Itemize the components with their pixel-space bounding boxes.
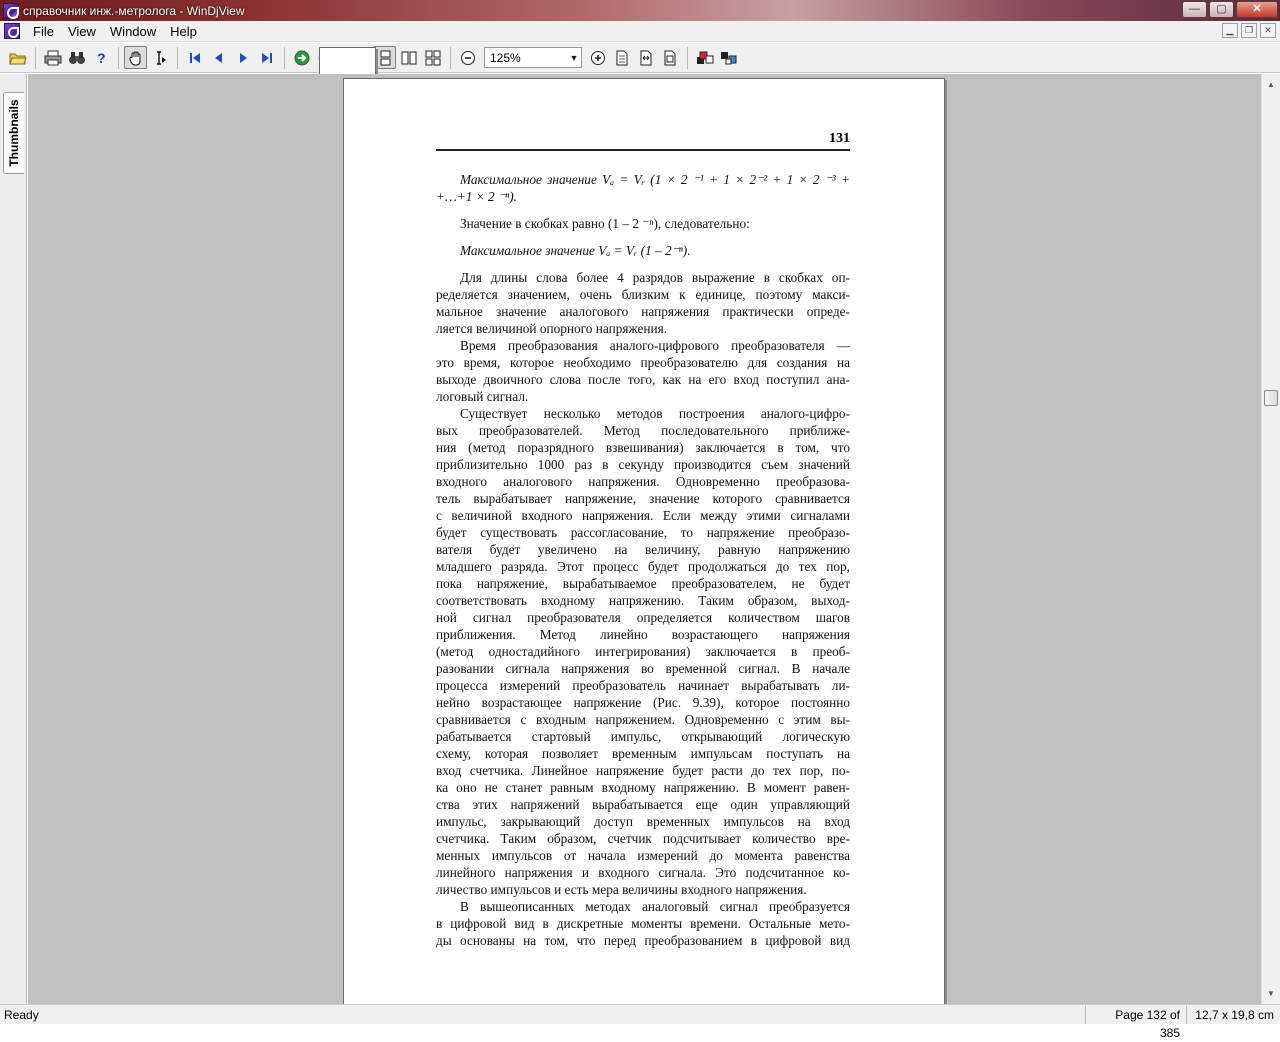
text-line: это время, которое необходимо преобразователю для создания на bbox=[436, 355, 850, 370]
fit-width-icon[interactable] bbox=[634, 46, 657, 69]
continuous-layout-icon[interactable] bbox=[373, 46, 396, 69]
scroll-up-arrow-icon[interactable]: ▲ bbox=[1267, 80, 1275, 89]
text-line: ляется величиной опорного напряжения. bbox=[436, 321, 668, 336]
text-line: тель вырабатывает напряжение, значение которого сравнивается bbox=[436, 491, 850, 506]
doc-minimize-button[interactable]: ▁ bbox=[1222, 23, 1238, 38]
previous-page-icon[interactable] bbox=[207, 46, 230, 69]
text-line: сравнивается с входным напряжением. Одновременно с этим вы- bbox=[436, 712, 850, 727]
text-line: с величиной входного напряжения. Если между этими сигналами bbox=[436, 508, 850, 523]
paragraph-gap bbox=[436, 259, 850, 269]
text-line: ства этих напряжений вырабатывается еще один управляющий bbox=[436, 797, 850, 812]
menu-bar bbox=[0, 21, 1280, 42]
text-line: приблизительно 1000 раз в секунду производится съем значений bbox=[436, 457, 850, 472]
text-line: разовании сигнала напряжения во временной сигнал. В начале bbox=[436, 661, 850, 676]
text-line: схему, которая позволяет временным импульсам поступать на bbox=[436, 746, 850, 761]
facing-pages-layout-icon[interactable] bbox=[397, 46, 420, 69]
status-ready: Ready bbox=[4, 1007, 39, 1022]
text-line: Значение в скобках равно (1 – 2 ⁻ⁿ), следовательно: bbox=[460, 216, 750, 231]
text-line: +…+1 × 2 ⁻ⁿ). bbox=[436, 189, 517, 204]
header-rule bbox=[436, 149, 850, 151]
text-line: (метод одностадийного интегрирования) заключается в преоб- bbox=[436, 644, 850, 659]
document-page bbox=[343, 78, 945, 1018]
status-bar bbox=[0, 1004, 1280, 1040]
text-line: процесса измерений преобразователь начинает вырабатывать ли- bbox=[436, 678, 850, 693]
text-line: линейного напряжения и входного сигнала. Это подсчитанное ко- bbox=[436, 865, 850, 880]
chevron-down-icon[interactable]: ▼ bbox=[569, 52, 579, 63]
display-mode-layers-icon[interactable] bbox=[717, 46, 740, 69]
text-line: вых преобразователей. Метод последовательного приближе- bbox=[436, 423, 850, 438]
document-view[interactable] bbox=[28, 74, 1261, 1004]
text-line: приближения. Метод линейно возрастающего напряжения bbox=[436, 627, 850, 642]
sidebar-strip bbox=[0, 74, 27, 1004]
text-line: личество импульсов и есть мера величины входного напряжения. bbox=[436, 882, 807, 897]
text-line: пока напряжение, вырабатываемое преобразователем, не будет bbox=[436, 576, 850, 591]
text-line: рабатывается стартовый импульс, открывающий логическую bbox=[436, 729, 850, 744]
text-line: ка оно не станет равным входному напряжению. В момент равен- bbox=[436, 780, 850, 795]
go-forward-icon[interactable] bbox=[290, 46, 313, 69]
thumbnails-tab[interactable] bbox=[3, 92, 24, 174]
text-line: Для длины слова более 4 разрядов выражение в скобках оп- bbox=[460, 270, 850, 285]
doc-close-button[interactable]: ✕ bbox=[1260, 23, 1276, 38]
window-title: справочник инж.-метролога - WinDjView bbox=[23, 3, 245, 18]
text-line: ды основаны на том, что перед преобразованием в цифровой вид bbox=[436, 933, 850, 948]
zoom-in-icon[interactable] bbox=[586, 46, 609, 69]
text-line: входного аналогового напряжения. Одновременно преобразова- bbox=[436, 474, 850, 489]
text-line: соответствовать входному напряжению. Таким образом, выход- bbox=[436, 593, 850, 608]
thumbnails-tab-label: Thumbnails bbox=[7, 99, 21, 167]
status-page-info: Page 132 of 385 bbox=[1085, 1006, 1186, 1024]
page-text bbox=[436, 171, 850, 949]
text-line: вателя будет увеличено на величину, равную напряжению bbox=[436, 542, 850, 557]
maximize-button[interactable]: ▢ bbox=[1209, 1, 1234, 18]
text-line: Существует несколько методов построения аналого-цифро- bbox=[460, 406, 850, 421]
text-line: импульс, закрывающий доступ временных импульсов на вход bbox=[436, 814, 850, 829]
text-line: младшего разряда. Этот процесс будет продолжаться до тех пор, bbox=[436, 559, 850, 574]
next-page-icon[interactable] bbox=[231, 46, 254, 69]
text-line: ния (метод поразрядного взвешивания) заключается в том, что bbox=[436, 440, 850, 455]
text-line: логовый сигнал. bbox=[436, 389, 529, 404]
menu-file[interactable]: File bbox=[33, 23, 54, 39]
fit-page-icon[interactable] bbox=[610, 46, 633, 69]
print-icon[interactable] bbox=[41, 46, 64, 69]
menu-view[interactable]: View bbox=[67, 23, 96, 39]
doc-restore-button[interactable]: ❐ bbox=[1241, 23, 1257, 38]
vertical-scrollbar[interactable] bbox=[1261, 74, 1280, 1004]
svg-text:?: ? bbox=[96, 49, 106, 66]
paragraph-gap bbox=[436, 232, 850, 242]
document-system-menu-icon[interactable] bbox=[4, 23, 20, 39]
windjview-app-icon[interactable] bbox=[3, 3, 19, 19]
first-page-icon[interactable] bbox=[183, 46, 206, 69]
continuous-facing-layout-icon[interactable] bbox=[421, 46, 444, 69]
status-page-size: 12,7 x 19,8 cm bbox=[1186, 1006, 1280, 1024]
text-line: мальное значение аналогового напряжения практически опреде- bbox=[436, 304, 850, 319]
text-line: ределяется значением, очень близким к единице, поэтому макси- bbox=[436, 287, 850, 302]
find-binoculars-icon[interactable] bbox=[65, 46, 88, 69]
page-number-header: 131 bbox=[829, 131, 850, 146]
text-line: счетчика. Таким образом, счетчик подсчитывает количество вре- bbox=[436, 831, 850, 846]
text-line: Время преобразования аналого-цифрового преобразователя — bbox=[460, 338, 850, 353]
text-line: нейно возрастающее напряжение (Рис. 9.39), которое постоянно bbox=[436, 695, 850, 710]
menu-help[interactable]: Help bbox=[170, 23, 197, 39]
actual-size-icon[interactable] bbox=[658, 46, 681, 69]
zoom-value[interactable]: 125% bbox=[490, 50, 521, 65]
title-bar bbox=[0, 0, 1280, 21]
text-select-tool-icon[interactable] bbox=[148, 46, 171, 69]
last-page-icon[interactable] bbox=[255, 46, 278, 69]
paragraph-gap bbox=[436, 205, 850, 215]
text-line: в цифровой вид в дискретные моменты времени. Остальные мето- bbox=[436, 916, 850, 931]
text-line: будет существовать рассогласование, то напряжение преобразо- bbox=[436, 525, 850, 540]
text-line: В вышеописанных методах аналоговый сигнал преобразуется bbox=[460, 899, 850, 914]
open-folder-icon[interactable] bbox=[6, 46, 29, 69]
text-line: выходе двоичного слова после того, как на его вход поступил ана- bbox=[436, 372, 850, 387]
text-line: ной сигнал преобразователя определяется количеством шагов bbox=[436, 610, 850, 625]
display-mode-color-icon[interactable] bbox=[693, 46, 716, 69]
text-line: вход счетчика. Линейное напряжение будет расти до тех пор, по- bbox=[436, 763, 850, 778]
menu-window[interactable]: Window bbox=[109, 23, 157, 39]
text-line: менных импульсов от начала измерений до момента равенства bbox=[436, 848, 850, 863]
zoom-out-icon[interactable] bbox=[456, 46, 479, 69]
help-pointer-icon[interactable] bbox=[89, 46, 112, 69]
text-line: Максимальное значение Vₐ = Vᵣ (1 – 2⁻ⁿ). bbox=[460, 243, 691, 258]
zoom-combo[interactable] bbox=[484, 47, 582, 68]
scroll-down-arrow-icon[interactable]: ▼ bbox=[1267, 989, 1275, 998]
toolbar bbox=[0, 43, 1280, 73]
scrollbar-thumb[interactable] bbox=[1264, 390, 1278, 406]
close-button[interactable]: ✕ bbox=[1236, 1, 1278, 18]
text-line: Максимальное значение Vₐ = Vᵣ (1 × 2 ⁻¹ + 1 × 2⁻² + 1 × 2 ⁻³ + bbox=[460, 172, 850, 187]
minimize-button[interactable]: — bbox=[1182, 1, 1207, 18]
hand-tool-icon[interactable] bbox=[124, 46, 147, 69]
